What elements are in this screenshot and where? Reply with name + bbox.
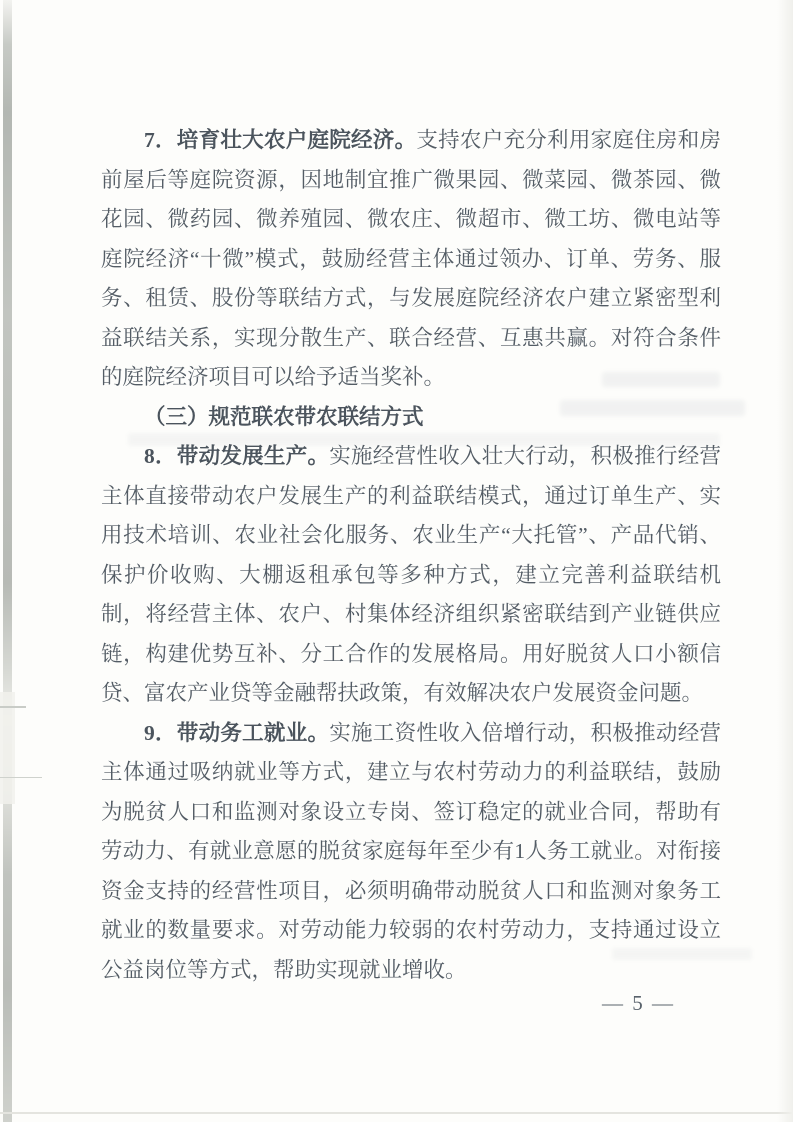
paragraph-8 (101, 437, 721, 714)
paragraph-7 (101, 121, 721, 398)
scan-edge-right-artifact (777, 0, 793, 1122)
scan-edge-bottom-artifact (0, 1112, 793, 1114)
scan-line-artifact (0, 706, 26, 708)
paragraph-9-body: 实施工资性收入倍增行动，积极推动经营主体通过吸纳就业等方式，建立与农村劳动力的利益联结，鼓励为脱贫人口和监测对象设立专岗、签订稳定的就业合同，帮助有劳动力、有就业意愿的脱贫家庭每年至少有1人务工就业。对衔接资金支持的经营性项目，必须明确带动脱贫人口和监测对象务工就业的数量要求。对劳动能力较弱的农村劳动力，支持通过设立公益岗位等方式，帮助实现就业增收。 (101, 720, 721, 982)
paragraph-7-lead: 7．培育壮大农户庭院经济。 (144, 128, 417, 152)
page-number: — 5 — (602, 991, 675, 1015)
scan-line-artifact (0, 777, 42, 778)
scan-notch-artifact (0, 692, 15, 804)
document-body (101, 121, 721, 990)
paragraph-8-body: 实施经营性收入壮大行动，积极推行经营主体直接带动农户发展生产的利益联结模式，通过订单生产、实用技术培训、农业社会化服务、农业生产“大托管”、产品代销、保护价收购、大棚返租承包等多种方式，建立完善利益联结机制，将经营主体、农户、村集体经济组织紧密联结到产业链供应链，构建优势互补、分工合作的发展格局。用好脱贫人口小额信贷、富农产业贷等金融帮扶政策，有效解决农户发展资金问题。 (101, 444, 721, 705)
paragraph-7-body: 支持农户充分利用家庭住房和房前屋后等庭院资源，因地制宜推广微果园、微菜园、微茶园、微花园、微药园、微养殖园、微农庄、微超市、微工坊、微电站等庭院经济“十微”模式，鼓励经营主体通过领办、订单、劳务、服务、租赁、股份等联结方式，与发展庭院经济农户建立紧密型利益联结关系，实现分散生产、联合经营、互惠共赢。对符合条件的庭院经济项目可以给予适当奖补。 (101, 128, 721, 389)
paragraph-9-lead: 9．带动务工就业。 (144, 720, 330, 745)
section-heading: （三）规范联农带农联结方式 (144, 404, 424, 429)
paragraph-9 (101, 714, 721, 991)
scan-edge-left-artifact (3, 0, 12, 1122)
paragraph-8-lead: 8．带动发展生产。 (144, 444, 330, 468)
